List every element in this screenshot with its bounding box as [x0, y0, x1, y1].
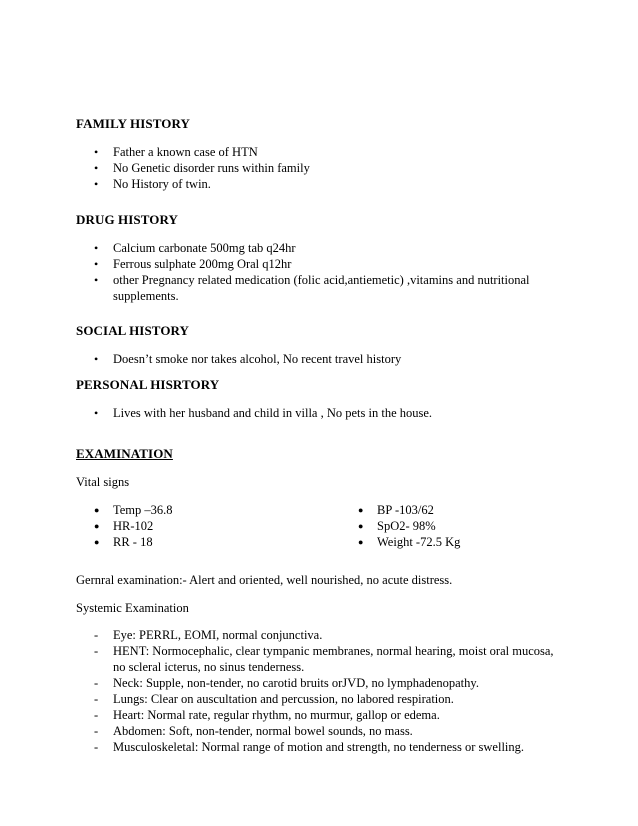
bullet-icon [94, 144, 108, 160]
dash-icon [94, 691, 108, 707]
list-item: • other Pregnancy related medication (folic acid,antiemetic) ,vitamins and nutritional supplements. [94, 272, 564, 304]
list-item: ● Weight -72.5 Kg [358, 534, 578, 550]
list-item: • Father a known case of HTN [94, 144, 564, 160]
bullet-icon [358, 502, 372, 519]
dash-icon [94, 739, 108, 755]
bullet-icon [94, 240, 108, 256]
list-item: ● Temp –36.8 [94, 502, 314, 518]
drug-history-list [94, 240, 564, 304]
list-item: - Abdomen: Soft, non-tender, normal bowel sounds, no mass. [94, 723, 564, 739]
list-item: ● BP -103/62 [358, 502, 578, 518]
list-item: • Ferrous sulphate 200mg Oral q12hr [94, 256, 564, 272]
list-item: • No Genetic disorder runs within family [94, 160, 564, 176]
bullet-icon [94, 351, 108, 367]
family-history-heading: FAMILY HISTORY [76, 116, 190, 131]
list-item: ● RR - 18 [94, 534, 314, 550]
vital-signs-label: Vital signs [76, 475, 130, 489]
list-item: • No History of twin. [94, 176, 564, 192]
list-item: - Eye: PERRL, EOMI, normal conjunctiva. [94, 627, 564, 643]
bullet-icon [94, 176, 108, 192]
list-item: - Musculoskeletal: Normal range of motion and strength, no tenderness or swelling. [94, 739, 564, 755]
systemic-examination-list [94, 627, 564, 755]
personal-history-heading: PERSONAL HISRTORY [76, 377, 220, 392]
systemic-examination-label: Systemic Examination [76, 601, 189, 615]
dash-icon [94, 707, 108, 723]
bullet-icon [94, 502, 108, 519]
vitals-left-list [94, 502, 314, 550]
list-item: ● SpO2- 98% [358, 518, 578, 534]
list-item: • Doesn’t smoke nor takes alcohol, No recent travel history [94, 351, 564, 367]
personal-history-list [94, 405, 564, 421]
dash-icon [94, 643, 108, 659]
list-item: - Lungs: Clear on auscultation and percussion, no labored respiration. [94, 691, 564, 707]
drug-history-heading: DRUG HISTORY [76, 212, 178, 227]
dash-icon [94, 627, 108, 643]
bullet-icon [94, 272, 108, 288]
list-item: - Heart: Normal rate, regular rhythm, no murmur, gallop or edema. [94, 707, 564, 723]
dash-icon [94, 723, 108, 739]
social-history-heading: SOCIAL HISTORY [76, 323, 190, 338]
dash-icon [94, 675, 108, 691]
vitals-right-list [358, 502, 578, 550]
list-item: ● HR-102 [94, 518, 314, 534]
general-examination-text: Gernral examination:- Alert and oriented, well nourished, no acute distress. [76, 573, 453, 587]
bullet-icon [94, 534, 108, 551]
list-item: - Neck: Supple, non-tender, no carotid bruits orJVD, no lymphadenopathy. [94, 675, 564, 691]
social-history-list [94, 351, 564, 367]
bullet-icon [94, 256, 108, 272]
list-item: - HENT: Normocephalic, clear tympanic membranes, normal hearing, moist oral mucosa, no scleral icterus, no sinus tenderness. [94, 643, 564, 675]
bullet-icon [94, 518, 108, 535]
bullet-icon [358, 534, 372, 551]
examination-heading: EXAMINATION [76, 446, 173, 461]
bullet-icon [94, 405, 108, 421]
list-item: • Calcium carbonate 500mg tab q24hr [94, 240, 564, 256]
list-item: • Lives with her husband and child in villa , No pets in the house. [94, 405, 564, 421]
bullet-icon [358, 518, 372, 535]
bullet-icon [94, 160, 108, 176]
family-history-list [94, 144, 564, 192]
